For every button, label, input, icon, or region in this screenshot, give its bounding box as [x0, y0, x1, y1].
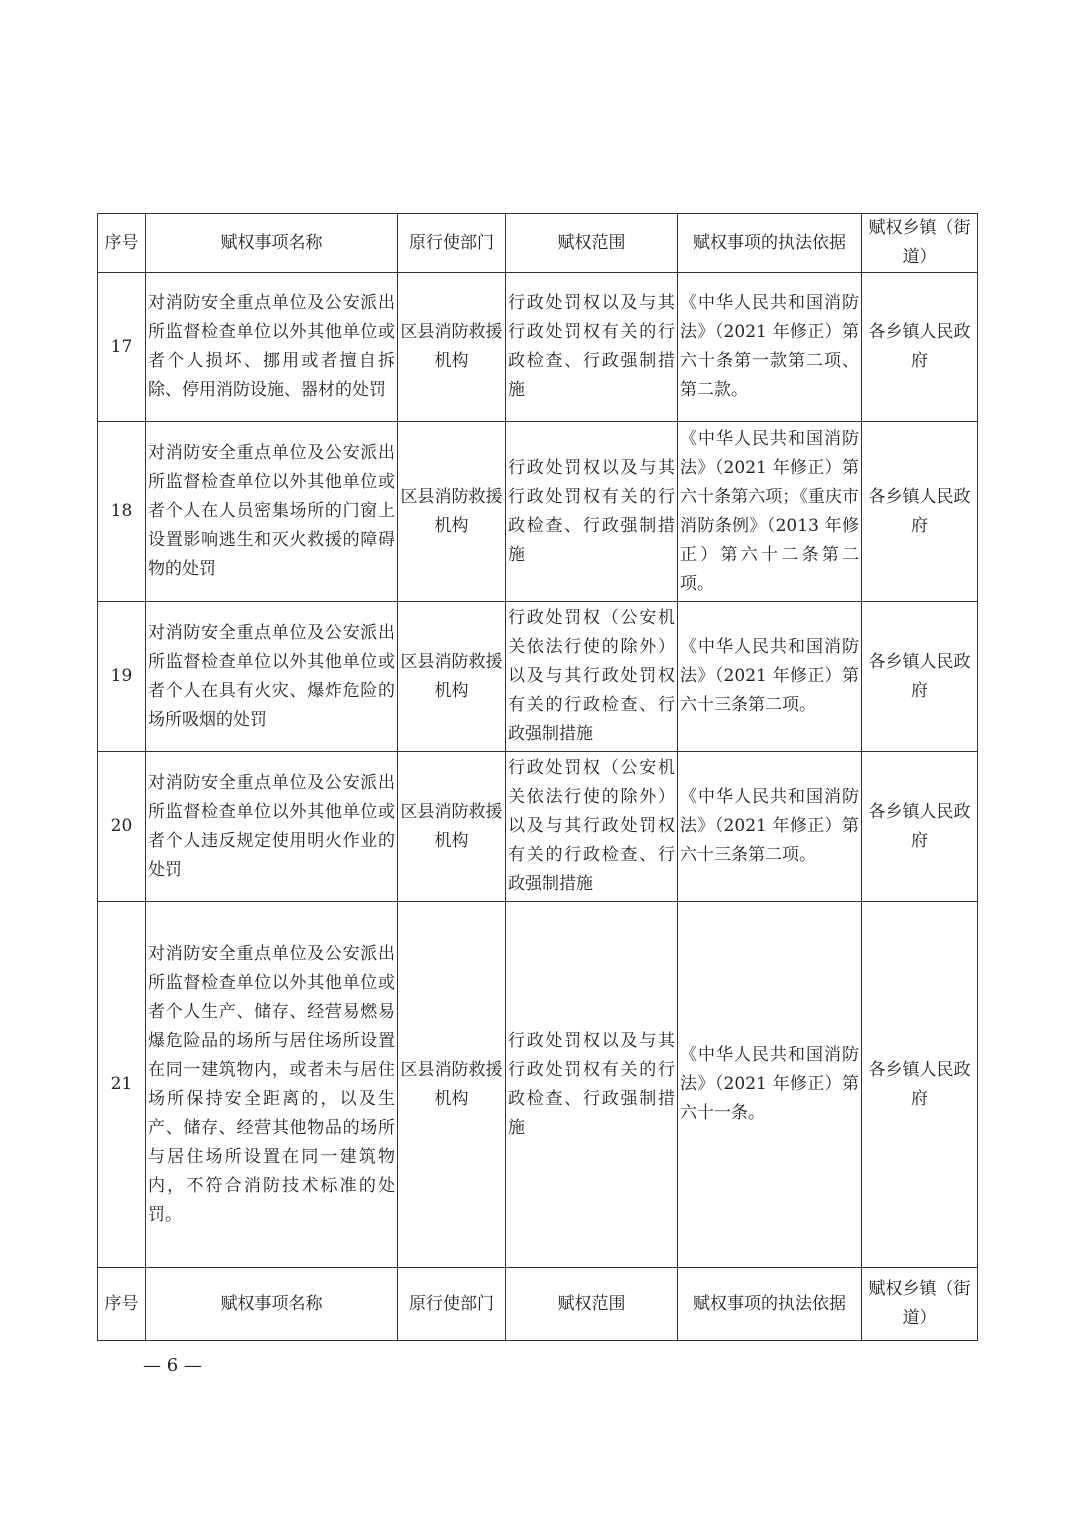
- row-original-dept: 区县消防救援机构: [398, 902, 506, 1268]
- row-original-dept: 区县消防救援机构: [398, 602, 506, 752]
- row-item-name: 对消防安全重点单位及公安派出所监督检查单位以外其他单位或者个人在人员密集场所的门窗上设置影响逃生和灭火救援的障碍物的处罚: [146, 422, 398, 602]
- row-item-name: 对消防安全重点单位及公安派出所监督检查单位以外其他单位或者个人违反规定使用明火作业的处罚: [146, 752, 398, 902]
- footer-header-item-name: 赋权事项名称: [146, 1268, 398, 1341]
- row-original-dept: 区县消防救援机构: [398, 422, 506, 602]
- row-original-dept: 区县消防救援机构: [398, 752, 506, 902]
- row-item-name: 对消防安全重点单位及公安派出所监督检查单位以外其他单位或者个人生产、储存、经营易燃易爆危险品的场所与居住场所设置在同一建筑物内，或者未与居住场所保持安全距离的，以及生产、储存、经营其他物品的场所与居住场所设置在同一建筑物内，不符合消防技术标准的处罚。: [146, 902, 398, 1268]
- table-row: [98, 273, 978, 422]
- header-scope: 赋权范围: [506, 214, 678, 273]
- footer-header-serial: 序号: [98, 1268, 146, 1341]
- row-serial: 19: [98, 602, 146, 752]
- row-scope: 行政处罚权以及与其行政处罚权有关的行政检查、行政强制措施: [506, 902, 678, 1268]
- row-item-name: 对消防安全重点单位及公安派出所监督检查单位以外其他单位或者个人在具有火灾、爆炸危险的场所吸烟的处罚: [146, 602, 398, 752]
- row-legal-basis: 《中华人民共和国消防法》（2021 年修正）第六十三条第二项。: [678, 752, 862, 902]
- table-footer-header-row: [98, 1268, 978, 1341]
- row-legal-basis: 《中华人民共和国消防法》（2021 年修正）第六十三条第二项。: [678, 602, 862, 752]
- row-town: 各乡镇人民政府: [862, 422, 978, 602]
- row-town: 各乡镇人民政府: [862, 273, 978, 422]
- row-legal-basis: 《中华人民共和国消防法》（2021 年修正）第六十一条。: [678, 902, 862, 1268]
- row-town: 各乡镇人民政府: [862, 902, 978, 1268]
- footer-header-legal-basis: 赋权事项的执法依据: [678, 1268, 862, 1341]
- footer-header-town: 赋权乡镇（街道）: [862, 1268, 978, 1341]
- page-number: — 6 —: [143, 1355, 202, 1376]
- row-scope: 行政处罚权以及与其行政处罚权有关的行政检查、行政强制措施: [506, 273, 678, 422]
- row-item-name: 对消防安全重点单位及公安派出所监督检查单位以外其他单位或者个人损坏、挪用或者擅自拆除、停用消防设施、器材的处罚: [146, 273, 398, 422]
- header-serial: 序号: [98, 214, 146, 273]
- row-serial: 18: [98, 422, 146, 602]
- row-scope: 行政处罚权（公安机关依法行使的除外）以及与其行政处罚权有关的行政检查、行政强制措施: [506, 752, 678, 902]
- row-scope: 行政处罚权以及与其行政处罚权有关的行政检查、行政强制措施: [506, 422, 678, 602]
- authorization-table: [97, 213, 978, 1341]
- row-legal-basis: 《中华人民共和国消防法》（2021 年修正）第六十条第一款第二项、第二款。: [678, 273, 862, 422]
- table-row: [98, 422, 978, 602]
- table-row: [98, 602, 978, 752]
- row-serial: 20: [98, 752, 146, 902]
- row-town: 各乡镇人民政府: [862, 602, 978, 752]
- table-row: [98, 902, 978, 1268]
- row-town: 各乡镇人民政府: [862, 752, 978, 902]
- footer-header-scope: 赋权范围: [506, 1268, 678, 1341]
- row-original-dept: 区县消防救援机构: [398, 273, 506, 422]
- header-original-dept: 原行使部门: [398, 214, 506, 273]
- table-row: [98, 752, 978, 902]
- footer-header-original-dept: 原行使部门: [398, 1268, 506, 1341]
- row-scope: 行政处罚权（公安机关依法行使的除外）以及与其行政处罚权有关的行政检查、行政强制措施: [506, 602, 678, 752]
- table-header-row: [98, 214, 978, 273]
- row-serial: 21: [98, 902, 146, 1268]
- header-legal-basis: 赋权事项的执法依据: [678, 214, 862, 273]
- row-serial: 17: [98, 273, 146, 422]
- row-legal-basis: 《中华人民共和国消防法》（2021 年修正）第六十条第六项；《重庆市消防条例》（2013 年修正）第六十二条第二项。: [678, 422, 862, 602]
- header-item-name: 赋权事项名称: [146, 214, 398, 273]
- header-town: 赋权乡镇（街道）: [862, 214, 978, 273]
